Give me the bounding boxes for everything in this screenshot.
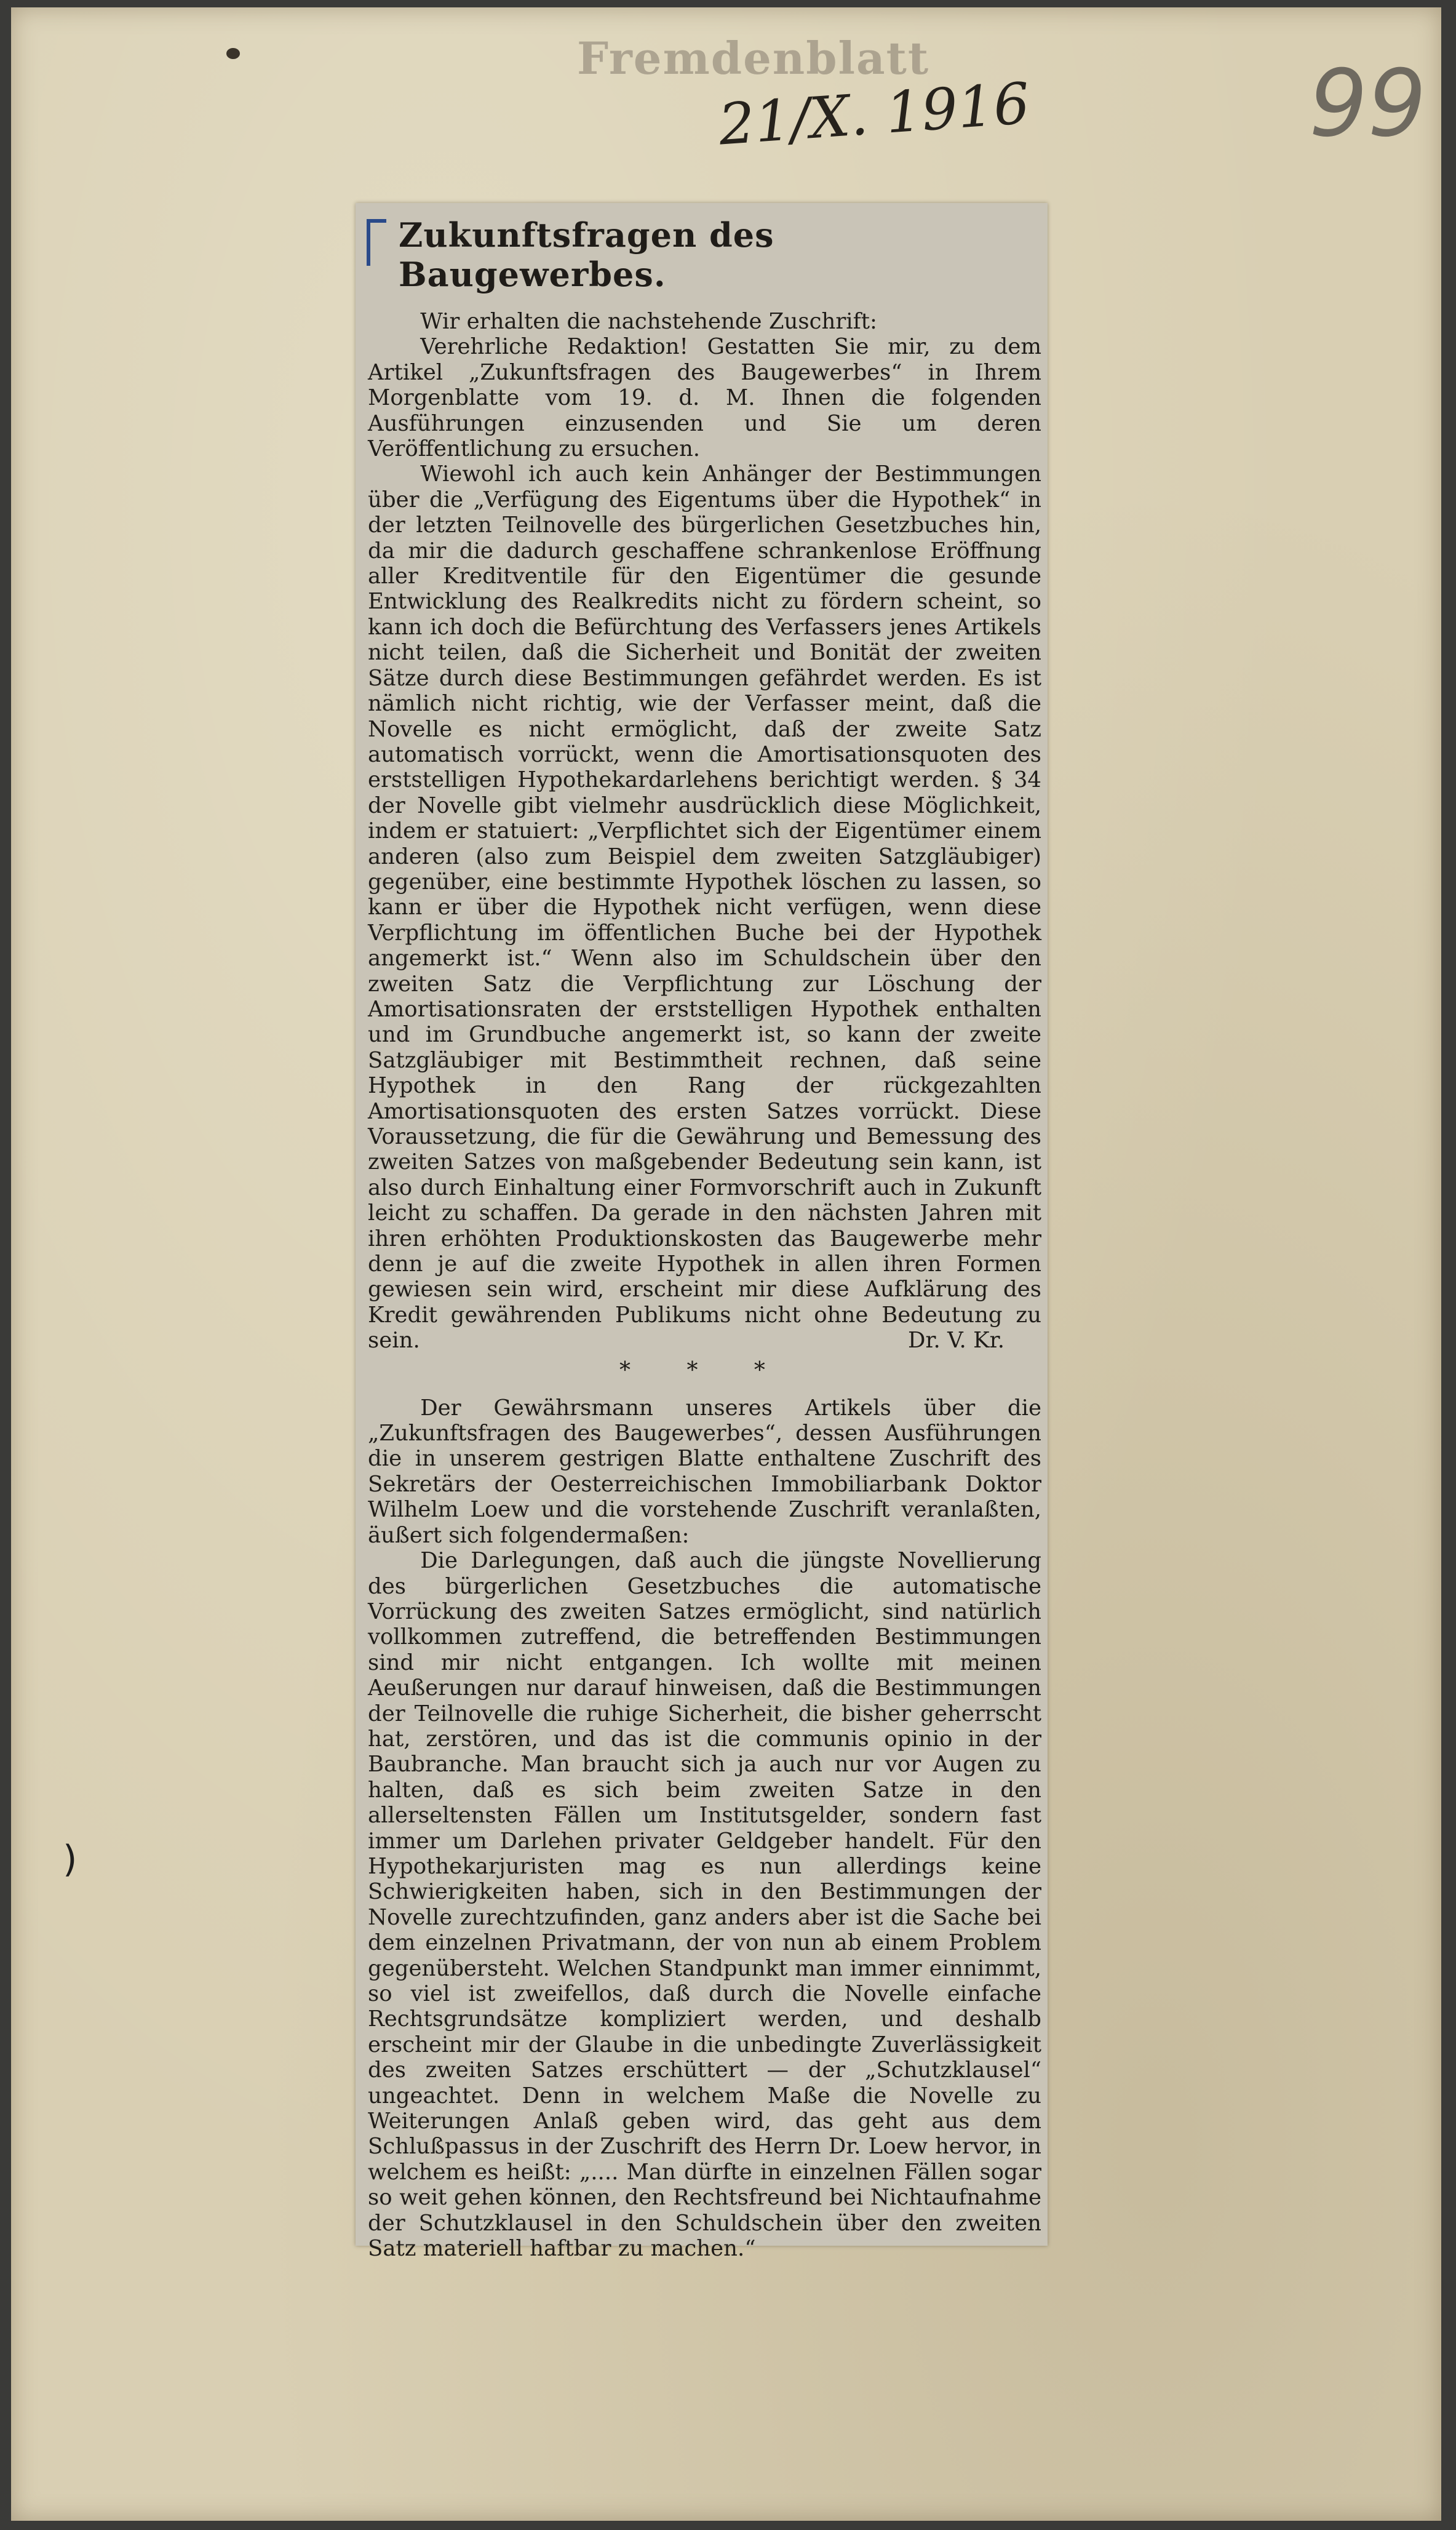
folio-number: 99 — [1309, 50, 1426, 158]
section-separator: * * * — [619, 1357, 790, 1383]
margin-mark: ) — [63, 1838, 78, 1881]
newspaper-clipping — [356, 203, 1048, 2262]
newspaper-stamp: Fremdenblatt — [577, 32, 930, 84]
ink-spot — [226, 48, 240, 59]
article-title — [399, 215, 1041, 294]
article-paragraph: Verehrliche Redaktion! Gestatten Sie mir, zu dem Artikel „Zukunftsfragen des Baugewerbes“ in Ihrem Morgenblatte vom 19. d. M. Ihnen die folgenden Ausführungen einzusenden und Sie um deren Veröffentlichung zu ersuchen. — [368, 334, 1041, 462]
article-paragraph: Wir erhalten die nachstehende Zuschrift: — [420, 309, 878, 334]
handwritten-date: 21/X. 1916 — [716, 70, 1032, 158]
reply-paragraph: Der Gewährsmann unseres Artikels über die „Zukunftsfragen des Baugewerbes“, dessen Ausführungen die in unserem gestrigen Blatte enthaltene Zuschrift des Sekretärs der Oesterreichischen Immobiliarbank Doktor Wilhelm Loew und die vorstehende Zuschrift veranlaßten, äußert sich folgendermaßen: — [368, 1395, 1041, 1548]
reply-paragraph: Die Darlegungen, daß auch die jüngste Novellierung des bürgerlichen Gesetzbuches die automatische Vorrückung des zweiten Satzes ermöglicht, sind natürlich vollkommen zutreffend, die betreffenden Bestimmungen sind mir nicht entgangen. Ich wollte mit meinen Aeußerungen nur darauf hinweisen, daß die Bestimmungen der Teilnovelle die ruhige Sicherheit, die bisher geherrscht hat, zerstören, und das ist die communis opinio in der Baubranche. Man braucht sich ja auch nur vor Augen zu halten, daß es sich beim zweiten Satze in den allerseltensten Fällen um Institutsgelder, sondern fast immer um Darlehen privater Geldgeber handelt. Für den Hypothekarjuristen mag es nun allerdings keine Schwierigkeiten haben, sich in den Bestimmungen der Novelle zurechtzufinden, ganz anders aber ist die Sache bei dem einzelnen Privatmann, der von nun ab einem Problem gegenübersteht. Welchen Standpunkt man immer einnimmt, so viel ist zweifellos, daß durch die Novelle einfache Rechtsgrundsätze kompliziert werden, und deshalb erscheint mir der Glaube in die unbedingte Zuverlässigkeit des zweiten Satzes erschüttert — der „Schutzklausel“ ungeachtet. Denn in welchem Maße die Novelle zu Weiterungen Anlaß geben wird, das geht aus dem Schlußpassus in der Zuschrift des Herrn Dr. Loew hervor, in welchem es heißt: „.... Man dürfte in einzelnen Fällen sogar so weit gehen können, den Rechtsfreund bei Nichtaufnahme der Schutzklausel in den Schuldschein über den zweiten Satz materiell haftbar zu machen.“ — [368, 1548, 1041, 2262]
article-title-text: Zukunftsfragen des Baugewerbes. — [399, 215, 774, 294]
blue-pencil-bracket — [367, 219, 386, 266]
archive-sheet — [11, 7, 1441, 2521]
signature: Dr. V. Kr. — [908, 1328, 1004, 1354]
article-paragraph: Wiewohl ich auch kein Anhänger der Bestimmungen über die „Verfügung des Eigentums über die Hypothek“ in der letzten Teilnovelle des bürgerlichen Gesetzbuches hin, da mir die dadurch geschaffene schrankenlose Eröffnung aller Kreditventile für den Eigentümer die gesunde Entwicklung des Realkredits nicht zu fördern scheint, so kann ich doch die Befürchtung des Verfassers jenes Artikels nicht teilen, daß die Sicherheit und Bonität der zweiten Sätze durch diese Bestimmungen gefährdet werden. Es ist nämlich nicht richtig, wie der Verfasser meint, daß die Novelle es nicht ermöglicht, daß der zweite Satz automatisch vorrückt, wenn die Amortisationsquoten des erststelligen Hypothekardarlehens berichtigt werden. § 34 der Novelle gibt vielmehr ausdrücklich diese Möglichkeit, indem er statuiert: „Verpflichtet sich der Eigentümer einem anderen (also zum Beispiel dem zweiten Satzgläubiger) gegenüber, eine bestimmte Hypothek löschen zu lassen, so kann er über die Hypothek nicht verfügen, wenn diese Verpflichtung im öffentlichen Buche bei der Hypothek angemerkt ist.“ Wenn also im Schuldschein über den zweiten Satz die Verpflichtung zur Löschung der Amortisationsraten der erststelligen Hypothek enthalten und im Grundbuche angemerkt ist, so kann der zweite Satzgläubiger mit Bestimmtheit rechnen, daß seine Hypothek in den Rang der rückgezahlten Amortisationsquoten des ersten Satzes vorrückt. Diese Voraussetzung, die für die Gewährung und Bemessung des zweiten Satzes von maßgebender Bedeutung sein kann, ist also durch Einhaltung einer Formvorschrift auch in Zukunft leicht zu schaffen. Da gerade in den nächsten Jahren mit ihren erhöhten Produktionskosten das Baugewerbe mehr denn je auf die zweite Hypothek in allen ihren Formen gewiesen sein wird, erscheint mir diese Aufklärung des Kredit gewährenden Publikums nicht ohne Bedeutung zu sein. — [368, 461, 1041, 1354]
